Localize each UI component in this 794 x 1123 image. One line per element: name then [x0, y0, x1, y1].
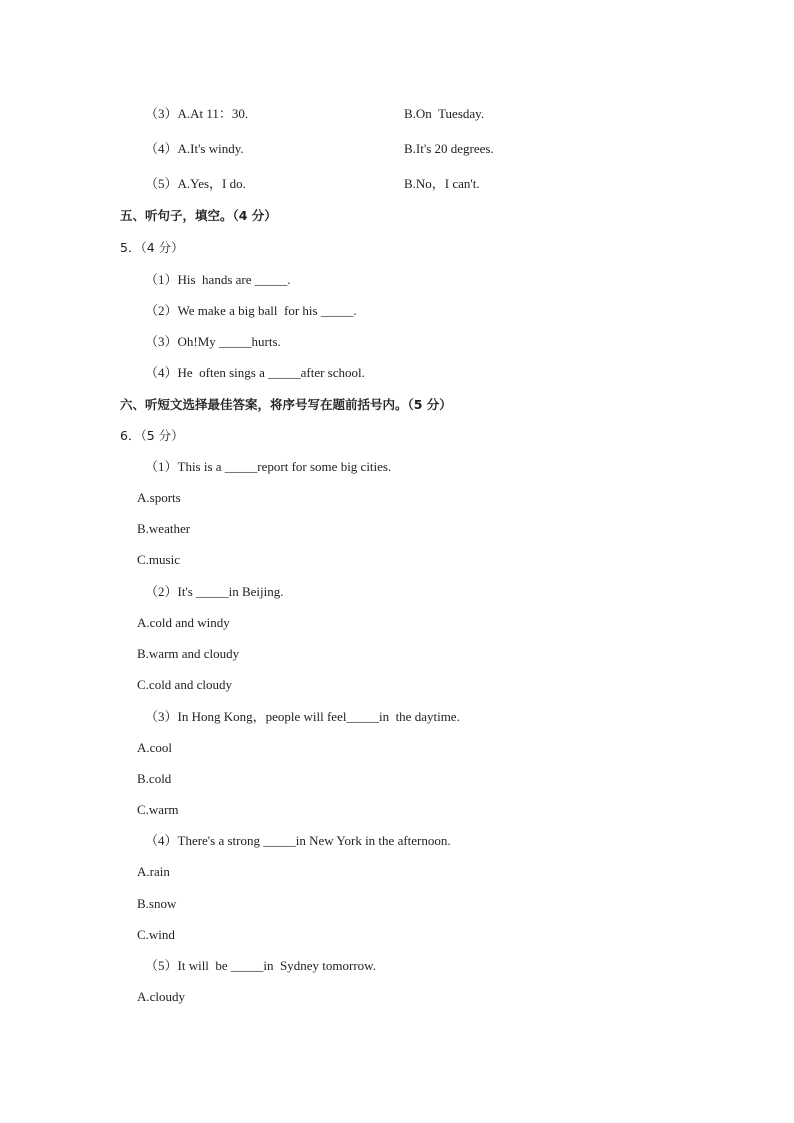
choice-option: A.sports	[137, 490, 181, 505]
choice-option: C.wind	[137, 927, 175, 942]
answer-5-option-a: （5）A.Yes，I do.	[145, 176, 246, 191]
choice-option: B.warm and cloudy	[137, 646, 240, 661]
question-6-number: 6．（5 分）	[120, 428, 184, 443]
answer-4-option-b: B.It's 20 degrees.	[404, 141, 494, 156]
fill-blank-item: （4）He often sings a _____after school.	[145, 365, 365, 380]
choice-question: （5）It will be _____in Sydney tomorrow.	[145, 958, 376, 973]
choice-option: B.cold	[137, 771, 172, 786]
choice-question: （4）There's a strong _____in New York in the afternoon.	[145, 833, 451, 848]
choice-option: A.cloudy	[137, 989, 186, 1004]
answer-3-option-a: （3）A.At 11：30.	[145, 106, 249, 121]
fill-blank-item: （2）We make a big ball for his _____.	[145, 303, 357, 318]
answer-5-option-b: B.No，I can't.	[404, 176, 480, 191]
choice-option: C.warm	[137, 802, 179, 817]
choice-option: B.weather	[137, 521, 191, 536]
choice-option: B.snow	[137, 896, 177, 911]
section-5-heading: 五、听句子，填空。（4 分）	[120, 208, 277, 223]
choice-option: A.cool	[137, 740, 173, 755]
choice-option: A.cold and windy	[137, 615, 230, 630]
choice-option: A.rain	[137, 864, 170, 879]
choice-question: （2）It's _____in Beijing.	[145, 584, 284, 599]
section-6-heading: 六、听短文选择最佳答案，将序号写在题前括号内。（5 分）	[120, 397, 452, 412]
choice-option: C.cold and cloudy	[137, 677, 232, 692]
fill-blank-item: （1）His hands are _____.	[145, 272, 291, 287]
answer-4-option-a: （4）A.It's windy.	[145, 141, 244, 156]
choice-option: C.music	[137, 552, 180, 567]
choice-question: （1）This is a _____report for some big cities.	[145, 459, 392, 474]
fill-blank-item: （3）Oh!My _____hurts.	[145, 334, 281, 349]
answer-3-option-b: B.On Tuesday.	[404, 106, 485, 121]
choice-question: （3）In Hong Kong，people will feel_____in the daytime.	[145, 709, 460, 724]
question-5-number: 5．（4 分）	[120, 240, 184, 255]
